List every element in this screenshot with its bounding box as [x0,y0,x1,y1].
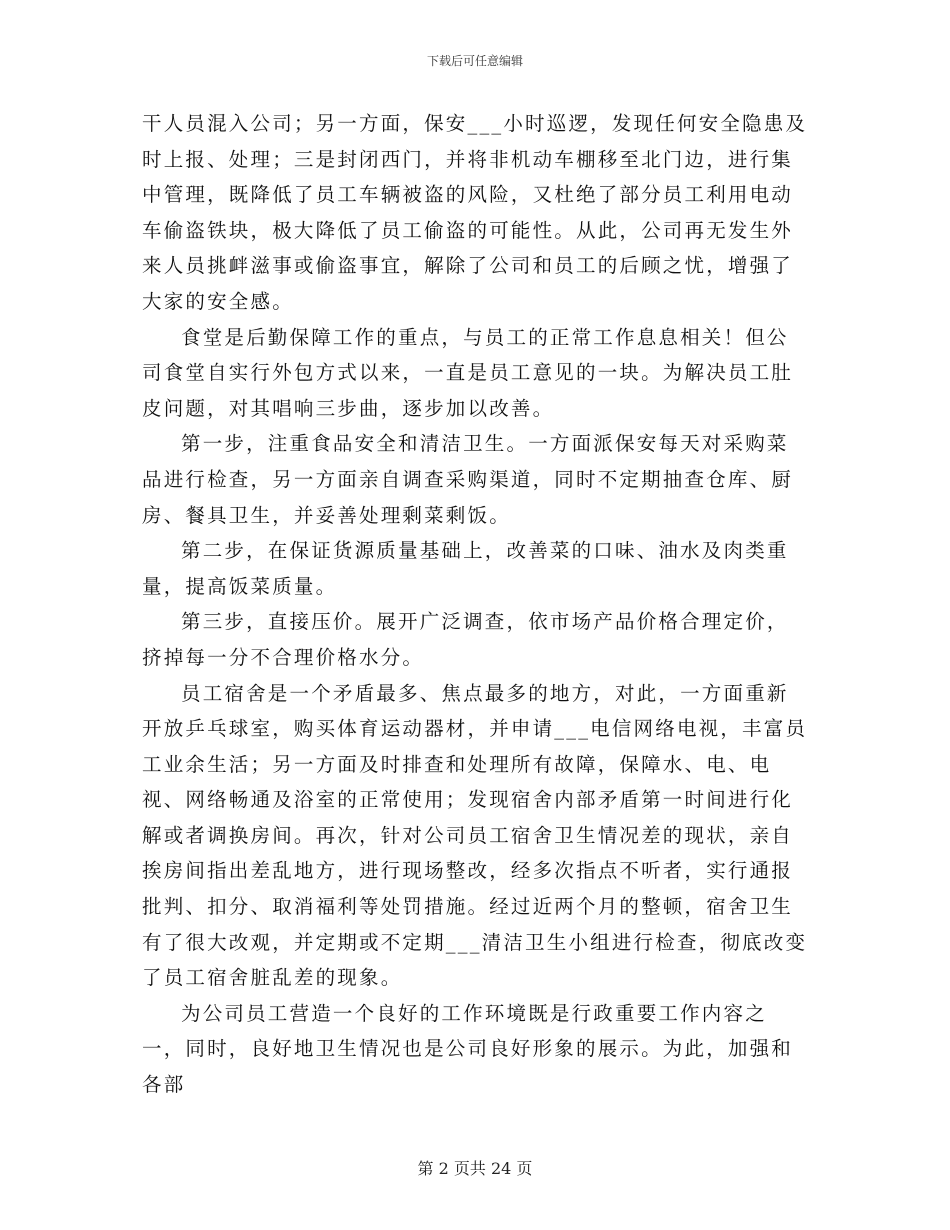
paragraph-1: 干人员混入公司；另一方面，保安___小时巡逻，发现任何安全隐患及时上报、处理；三是封闭西门，并将非机动车棚移至北门边，进行集中管理，既降低了员工车辆被盗的风险，又杜绝了部分员工利用电动车偷盗铁块，极大降低了员工偷盗的可能性。从此，公司再无发生外来人员挑衅滋事或偷盗事宜，解除了公司和员工的后顾之忧，增强了大家的安全感。 [142,112,808,313]
page-footer: 第 2 页共 24 页 [417,1159,533,1178]
paragraph-6: 员工宿舍是一个矛盾最多、焦点最多的地方，对此，一方面重新开放乒乓球室，购买体育运动器材，并申请___电信网络电视，丰富员工业余生活；另一方面及时排查和处理所有故障，保障水、电、电视、网络畅通及浴室的正常使用；发现宿舍内部矛盾第一时间进行化解或者调换房间。再次，针对公司员工宿舍卫生情况差的现状，亲自挨房间指出差乱地方，进行现场整改，经多次指点不听者，实行通报批判、扣分、取消福利等处罚措施。经过近两个月的整顿，宿舍卫生有了很大改观，并定期或不定期___清洁卫生小组进行检查，彻底改变了员工宿舍脏乱差的现象。 [142,681,808,990]
paragraph-4: 第二步，在保证货源质量基础上，改善菜的口味、油水及肉类重量，提高饭菜质量。 [142,539,789,598]
document-body [142,106,810,1103]
paragraph-5: 第三步，直接压价。展开广泛调查，依市场产品价格合理定价，挤掉每一分不合理价格水分。 [142,610,789,669]
paragraph-3: 第一步，注重食品安全和清洁卫生。一方面派保安每天对采购菜品进行检查，另一方面亲自调查采购渠道，同时不定期抽查仓库、厨房、餐具卫生，并妥善处理剩菜剩饭。 [142,432,794,527]
paragraph-7: 为公司员工营造一个良好的工作环境既是行政重要工作内容之一，同时，良好地卫生情况也是公司良好形象的展示。为此，加强和各部 [142,1001,794,1097]
page-header: 下载后可任意编辑 [426,54,523,68]
paragraph-2: 食堂是后勤保障工作的重点，与员工的正常工作息息相关！但公司食堂自实行外包方式以来，一直是员工意见的一块。为解决员工肚皮问题，对其唱响三步曲，逐步加以改善。 [142,325,794,420]
